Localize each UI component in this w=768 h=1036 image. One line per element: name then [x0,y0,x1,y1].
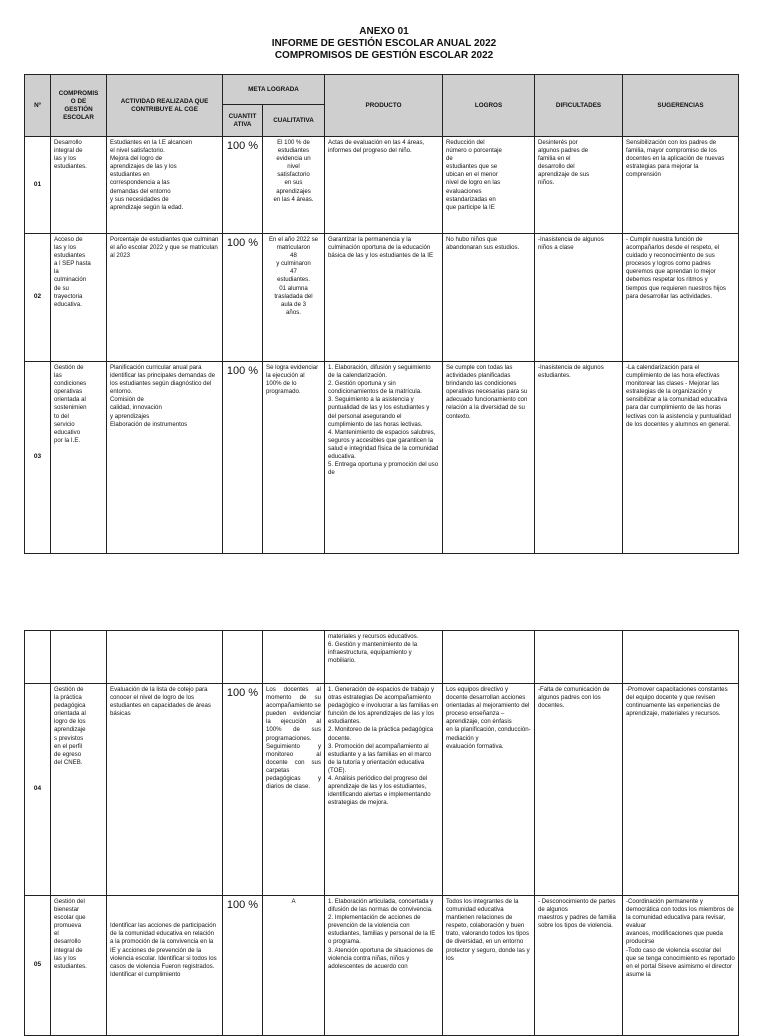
row-sugerencias: -Coordinación permanente y democrática con todos los miembros de la comunidad educativa para revisar, evaluar avances, modificaciones que pueda producirse -Todo caso de violencia escolar del que se tenga conocimiento es reportado en el portal Siseve asimismo el director asume la [623,896,739,1036]
row-number: 02 [25,234,51,362]
row-logros [443,631,535,684]
table-row [25,137,739,234]
table-row [25,631,739,684]
row-actividad [107,631,223,684]
row-producto: materiales y recursos educativos. 6. Gestión y mantenimiento de la infraestructura, equipamiento y mobiliario. [325,631,443,684]
row-cualitativa: En el año 2022 se matricularon 48 y culminaron 47 estudiantes. 01 alumna trasladada del aula de 3 años. [263,234,325,362]
row-dificultades: Desinterés por algunos padres de familia en el desarrollo del aprendizaje de sus niños. [535,137,623,234]
row-dificultades: -Inasistencia de algunos niños a clase [535,234,623,362]
row-cuantitativa: 100 % [223,684,263,896]
row-cualitativa: El 100 % de estudiantes evidencia un nivel satisfactorio en sus aprendizajes en las 4 áreas. [263,137,325,234]
row-cuantitativa: 100 % [223,362,263,554]
row-compromiso: Acceso de las y los estudiantes a l SEP hasta la culminación de su trayectoria educativa. [51,234,107,362]
row-dificultades [535,631,623,684]
row-sugerencias: -Promover capacitaciones constantes del equipo docente y que revisen continuamente las experiencias de aprendizaje, materiales y recursos. [623,684,739,896]
row-cuantitativa: 100 % [223,137,263,234]
row-cuantitativa: 100 % [223,234,263,362]
table-row [25,362,739,554]
row-compromiso: Desarrollo integral de las y los estudiantes. [51,137,107,234]
row-actividad: Porcentaje de estudiantes que culminan el año escolar 2022 y que se matriculan al 2023 [107,234,223,362]
table-row [25,896,739,1036]
row-logros: Se cumple con todas las actividades planificadas brindando las condiciones operativas necesarias para su adecuado funcionamiento con relación a la diversidad de su contexto. [443,362,535,554]
management-table-page2 [24,630,739,1036]
col-header-actividad: ACTIVIDAD REALIZADA QUE CONTRIBUYE AL CGE [107,75,223,137]
table-row [25,684,739,896]
row-logros: Reducción del número o porcentaje de estudiantes que se ubican en el menor nivel de logro en las evaluaciones estandarizadas en que participe la IE [443,137,535,234]
row-sugerencias: - Cumplir nuestra función de acompañarlos desde el respeto, el cuidado y reconocimiento de sus procesos y logros como padres queremos que aprendan lo mejor debemos respetar los ritmos y tiempos que requieren nuestros hijos para desarrollar las actividades. [623,234,739,362]
col-header-logros: LOGROS [443,75,535,137]
col-header-dificultades: DIFICULTADES [535,75,623,137]
row-dificultades: -Inasistencia de algunos estudiantes. [535,362,623,554]
col-header-cuantitativa: CUANTIT ATIVA [223,105,263,137]
row-cualitativa: Los docentes al momento de su acompañamiento se pueden evidenciar la ejecución al 100% de sus programaciones. Seguimiento y monitoreo al docente con sus carpetas pedagógicas y diarios de clase. [263,684,325,896]
row-sugerencias [623,631,739,684]
row-dificultades: - Desconocimiento de partes de algunos maestros y padres de familia sobre los tipos de violencia. [535,896,623,1036]
row-producto: Actas de evaluación en las 4 áreas, informes del progreso del niño. [325,137,443,234]
report-subtitle: COMPROMISOS DE GESTIÓN ESCOLAR 2022 [274,50,494,61]
row-number: 03 [25,362,51,554]
row-sugerencias: -La calendarización para el cumplimiento de las hora efectivas monitorear las clases - Mejorar las estrategias de la organización y sensibilizar a la comunidad educativa para dar cumplimiento de las horas lectivas con la asistencia y puntualidad de los docentes y alumnos en general. [623,362,739,554]
row-number: 01 [25,137,51,234]
row-logros: Los equipos directivo y docente desarrollan acciones orientadas al mejoramiento del proceso enseñanza – aprendizaje, con énfasis en la planificación, conducción- mediación y evaluación formativa. [443,684,535,896]
col-header-producto: PRODUCTO [325,75,443,137]
row-cuantitativa [223,631,263,684]
row-compromiso: Gestión de las condiciones operativas orientada al sostenimien to del servicio educativo por la I.E. [51,362,107,554]
row-actividad: Identificar las acciones de participación de la comunidad educativa en relación a la promoción de la convivencia en la IE y acciones de prevención de la violencia escolar. Identificar si todos los casos de violencia Fueron registrados. Identificar el cumplimiento [107,896,223,1036]
row-cualitativa: A [263,896,325,1036]
row-compromiso [51,631,107,684]
row-logros: Todos los integrantes de la comunidad educativa mantienen relaciones de respeto, colaboración y buen trato, valorando todos los tipos de diversidad, en un entorno protector y seguro, donde las y los [443,896,535,1036]
table-row [25,234,739,362]
row-dificultades: -Falta de comunicación de algunos padres con los docentes. [535,684,623,896]
row-actividad: Planificación curricular anual para identificar las principales demandas de los estudiantes según diagnóstico del entorno. Comisión de calidad, innovación y aprendizajes Elaboración de instrumentos [107,362,223,554]
col-header-meta: META LOGRADA [223,75,325,105]
row-number: 04 [25,684,51,896]
col-header-num: Nº [25,75,51,137]
row-producto: 1. Elaboración articulada, concertada y difusión de las normas de convivencia. 2. Implementación de acciones de prevención de la violencia con estudiantes, familias y personal de la IE o programa. 3. Atención oportuna de situaciones de violencia contra niñas, niños y adolescentes de acuerdo con [325,896,443,1036]
row-actividad: Evaluación de la lista de cotejo para conocer el nivel de logro de los estudiantes en capacidades de áreas básicas [107,684,223,896]
row-compromiso: Gestión del bienestar escolar que promueva el desarrollo integral de las y los estudiantes. [51,896,107,1036]
row-producto: 1. Elaboración, difusión y seguimiento de la calendarización. 2. Gestión oportuna y sin condicionamientos de la matrícula. 3. Seguimiento a la asistencia y puntualidad de las y los estudiantes y del personal asegurando el cumplimiento de las horas lectivas. 4. Mantenimiento de espacios salubres, seguros y accesibles que garanticen la salud e integridad física de la comunidad educativa. 5. Entrega oportuna y promoción del uso de [325,362,443,554]
row-cuantitativa: 100 % [223,896,263,1036]
row-logros: No hubo niños que abandonaran sus estudios. [443,234,535,362]
row-producto: Garantizar la permanencia y la culminación oportuna de la educación básica de las y los estudiantes de la IE [325,234,443,362]
col-header-compromiso: COMPROMIS O DE GESTIÓN ESCOLAR [51,75,107,137]
row-cualitativa [263,631,325,684]
row-sugerencias: Sensibilización con los padres de familia, mayor compromiso de los docentes en la aplicación de nuevas estrategias para mejorar la comprensión [623,137,739,234]
row-number [25,631,51,684]
col-header-cualitativa: CUALITATIVA [263,105,325,137]
annex-title: ANEXO 01 [359,26,409,37]
row-producto: 1. Generación de espacios de trabajo y otras estrategias De acompañamiento pedagógico e involucrar a las familias en función de los aprendizajes de las y los estudiantes. 2. Monitoreo de la práctica pedagógica docente. 3. Promoción del acompañamiento al estudiante y a las familias en el marco de la tutoría y orientación educativa (TOE). 4. Análisis periódico del progreso del aprendizaje de las y los estudiantes, identificando alertas e implementando estrategias de mejora. [325,684,443,896]
row-cualitativa: Se logra evidenciar la ejecución al 100% de lo programado. [263,362,325,554]
row-number: 05 [25,896,51,1036]
document-header [0,26,768,62]
row-actividad: Estudiantes en la I.E alcancen el nivel satisfactorio. Mejora del logro de aprendizajes de las y los estudiantes en correspondencia a las demandas del entorno y sus necesidades de aprendizaje según la edad. [107,137,223,234]
management-table-page1 [24,74,739,554]
row-compromiso: Gestión de la práctica pedagógica orientada al logro de los aprendizaje s previstos en el perfil de egreso del CNEB. [51,684,107,896]
report-title: INFORME DE GESTIÓN ESCOLAR ANUAL 2022 [271,38,497,49]
col-header-sugerencias: SUGERENCIAS [623,75,739,137]
